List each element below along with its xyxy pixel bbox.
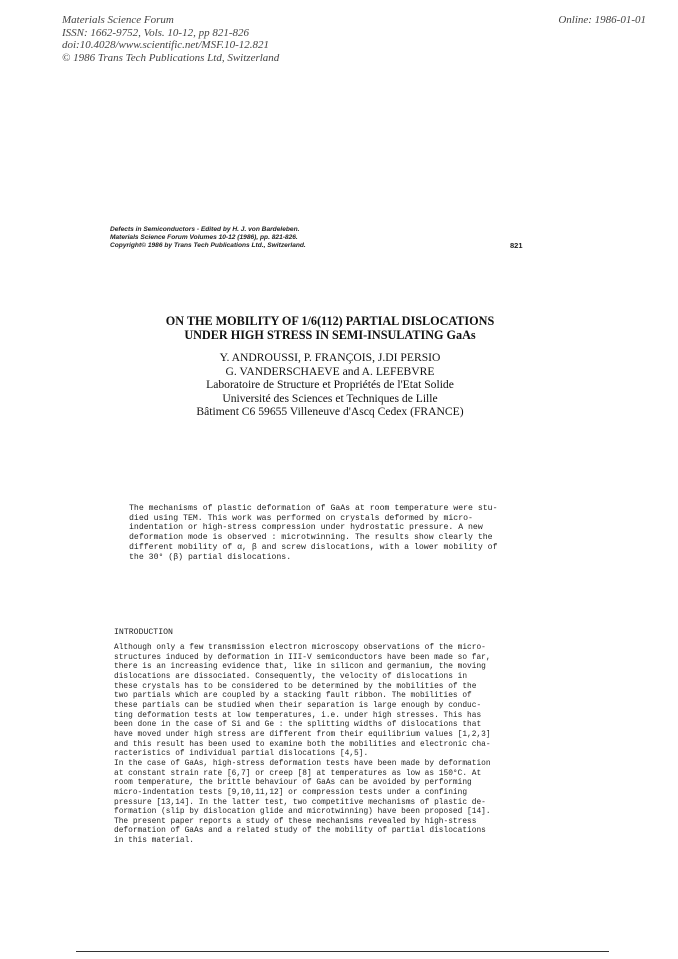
affiliation-line: Laboratoire de Structure et Propriétés de l'Etat Solide (206, 378, 454, 391)
online-date: Online: 1986-01-01 (558, 14, 646, 26)
abstract-line: The mechanisms of plastic deformation of GaAs at room temperature were stu- (129, 504, 498, 513)
body-line: The present paper reports a study of these mechanisms revealed by high-stress (114, 816, 477, 826)
volume-info-line: Materials Science Forum Volumes 10-12 (1986), pp. 821-826. (110, 234, 298, 241)
body-line: there is an increasing evidence that, like in silicon and germanium, the moving (114, 662, 486, 672)
body-line: formation (slip by dislocation glide and microtwinning) have been proposed [14]. (114, 807, 491, 817)
abstract-line: deformation mode is observed : microtwinning. The results show clearly the (129, 533, 493, 543)
abstract-line: the 30° (β) partial dislocations. (129, 552, 292, 562)
author-affiliation-block (60, 351, 600, 419)
body-line: deformation of GaAs and a related study of the mobility of partial dislocations (114, 826, 486, 836)
affiliation-line: Bâtiment C6 59655 Villeneuve d'Ascq Cedex (FRANCE) (196, 405, 464, 418)
body-line: these crystals has to be considered to be determined by the mobilities of the (114, 681, 477, 691)
body-line: ting deformation tests at low temperatures, i.e. under high stresses. This has (114, 710, 482, 720)
author-line: G. VANDERSCHAEVE and A. LEFEBVRE (225, 364, 435, 378)
journal-doi: doi:10.4028/www.scientific.net/MSF.10-12.821 (62, 39, 270, 51)
abstract-line: different mobility of α, β and screw dislocations, with a lower mobility of (129, 542, 498, 552)
bottom-rule (76, 951, 609, 952)
volume-info-line: Copyright© 1986 by Trans Tech Publications Ltd., Switzerland. (110, 242, 306, 249)
page-number: 821 (510, 241, 523, 250)
body-line: racteristics of individual partial dislocations [4,5]. (114, 749, 369, 759)
body-line: micro-indentation tests [9,10,11,12] or compression tests under a confining (114, 787, 468, 797)
journal-name: Materials Science Forum (62, 14, 174, 26)
body-line: have moved under high stress are different from their equilibrium values [1,2,3] (114, 729, 491, 739)
title-line: UNDER HIGH STRESS IN SEMI-INSULATING GaAs (184, 328, 476, 342)
affiliation-line: Université des Sciences et Techniques de Lille (222, 391, 438, 405)
title-line: ON THE MOBILITY OF 1/6(112) PARTIAL DISLOCATIONS (165, 314, 495, 328)
body-line: been done in the case of Si and Ge : the splitting widths of dislocations that (114, 720, 482, 730)
journal-copyright: © 1986 Trans Tech Publications Ltd, Switzerland (62, 51, 280, 64)
body-line: these partials can be studied when their separation is large enough by conduc- (114, 700, 482, 710)
body-line: dislocations are dissociated. Consequently, the velocity of dislocations in (114, 671, 468, 681)
author-line: Y. ANDROUSSI, P. FRANÇOIS, J.DI PERSIO (219, 351, 441, 364)
body-line: pressure [13,14]. In the latter test, two competitive mechanisms of plastic de- (114, 797, 486, 807)
body-line: structures induced by deformation in III-V semiconductors have been made so far, (114, 652, 491, 662)
volume-info-block (110, 226, 530, 250)
section-heading-introduction: INTRODUCTION (114, 628, 173, 637)
abstract (129, 504, 549, 562)
abstract-line: died using TEM. This work was performed on crystals deformed by micro- (129, 513, 473, 523)
abstract-line: indentation or high-stress compression under hydrostatic pressure. A new (129, 523, 483, 533)
body-line: at constant strain rate [6,7] or creep [8] at temperatures as low as 150°C. At (114, 768, 482, 778)
body-line: room temperature, the brittle behaviour of GaAs can be avoided by performing (114, 778, 472, 788)
body-line: Although only a few transmission electron microscopy observations of the micro- (114, 643, 486, 652)
body-line: two partials which are coupled by a stacking fault ribbon. The mobilities of (114, 691, 472, 701)
introduction-body (114, 643, 554, 846)
journal-issn: ISSN: 1662-9752, Vols. 10-12, pp 821-826 (62, 26, 249, 39)
paper-title (60, 314, 600, 342)
body-line: in this material. (114, 836, 195, 846)
body-line: and this result has been used to examine both the mobilities and electronic cha- (114, 739, 491, 749)
body-line: In the case of GaAs, high-stress deformation tests have been made by deformation (114, 758, 491, 768)
journal-citation-block (62, 14, 392, 64)
volume-info-line: Defects in Semiconductors - Edited by H. J. von Bardeleben. (110, 226, 300, 233)
